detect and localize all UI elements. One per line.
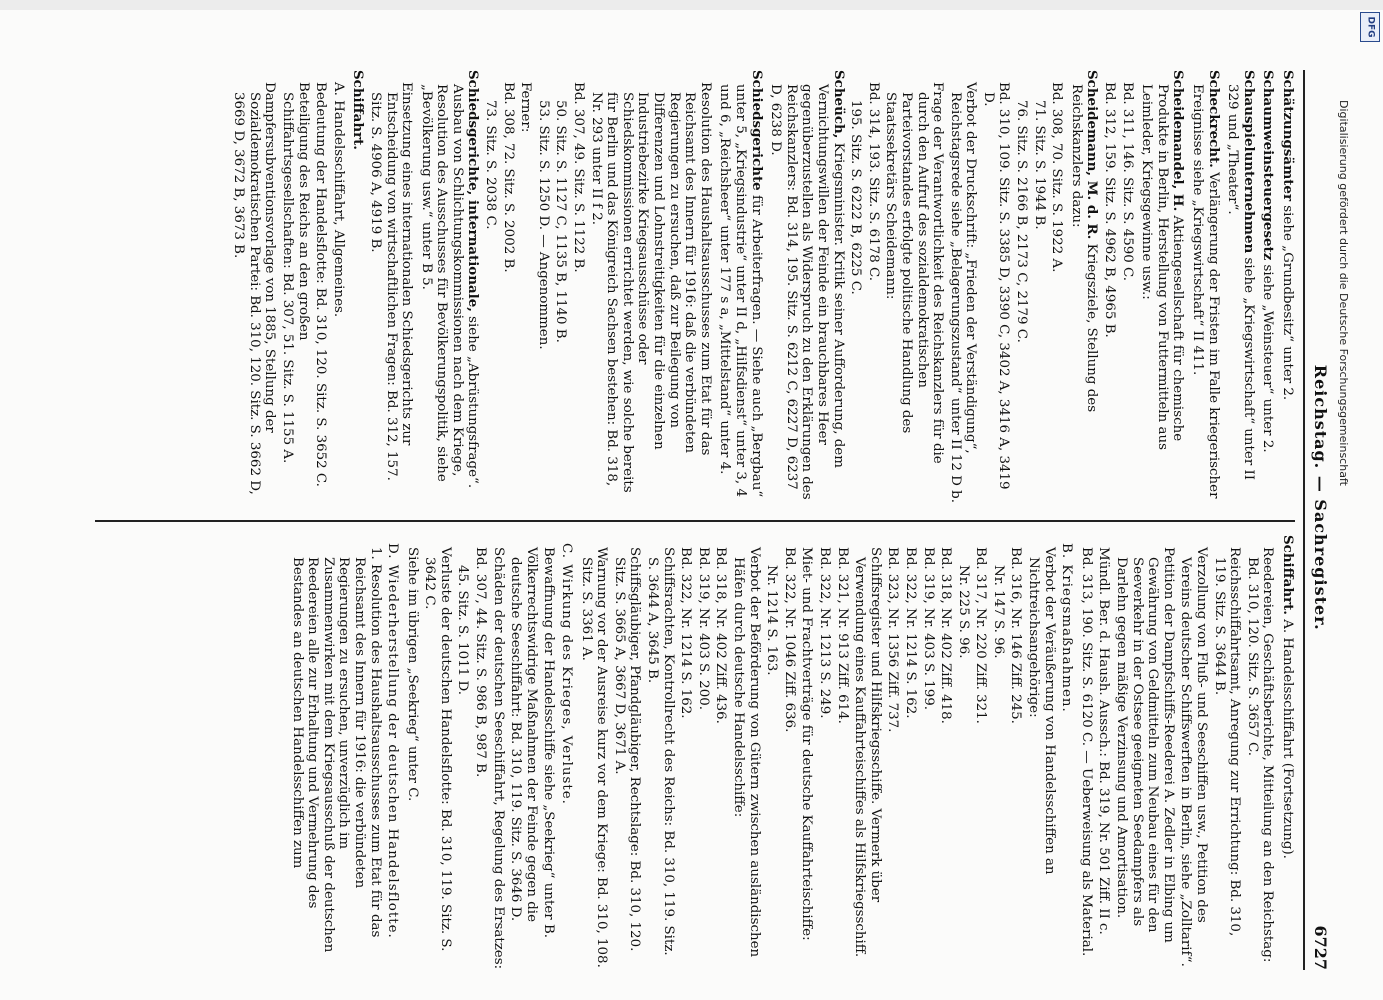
reference-line: Nr. 1214 S. 163.	[764, 565, 780, 676]
subentry-line: 1. Resolution des Haushaltsausschusses zum Etat für das Reichsamt des Innern für 1916: die verbündeten Regierungen zu ersuchen, unverzüglich im Zusammenwirken mit dem Kriegsausschuß der deutschen Reedereien alle zur Erhaltung und Vermehrung des Bestandes an deutschen Handelsschiffen zum	[289, 547, 383, 953]
reference-line: 76. Sitz. S. 2166 B, 2173 C, 2179 C.	[1014, 100, 1030, 343]
subentry-line: Bd. 308, 72. Sitz. S. 2002 B.	[500, 82, 516, 273]
reference-line: 195. Sitz. S. 6222 B, 6225 C.	[848, 100, 864, 295]
reference-line: 53. Sitz. S. 1250 D. — Angenommen.	[535, 100, 551, 350]
subentry-line: Bewaffnung der Handelsschiffe siehe „Seekrieg“ unter B.	[541, 547, 557, 939]
index-entry	[1260, 70, 1276, 505]
index-entry	[1279, 70, 1295, 505]
subentry-line: Bd. 311, 146. Sitz. S. 4590 C.	[1119, 82, 1135, 282]
entry-text: siehe „Kriegswirtschaft“ unter II 329 und „Theater“.	[1225, 84, 1256, 481]
subentry-line: Verbot der Veräußerung von Handelsschiffen an Nichtreichsangehörige:	[1026, 547, 1057, 875]
entry-text: siehe „Grundbesitz“ unter 2.	[1280, 201, 1295, 401]
subentry-line: Mündl. Ber. d. Haush. Aussch.: Bd. 319, Nr. 501 Ziff. II c.	[1096, 547, 1112, 935]
entry-text: siehe „Weinsteuer“ unter 2.	[1260, 260, 1276, 453]
entry-keyword: Schätzungsämter	[1280, 70, 1296, 202]
header-title: Reichstag. — Sachregister.	[1311, 364, 1331, 631]
subentry-line: Schiffsrachten, Kontrollrecht des Reichs: Bd. 310, 119. Sitz. S. 3644 A, 3645 B.	[645, 547, 676, 956]
subentry-line: Resolution des Haushaltsausschusses zum Etat für das Reichsamt des Innern für 1916: daß die verbündeten Regierungen zu ersuchen, daß zur Beilegung von Differenzen und Lohnstreitigkeiten für die einzelnen Industriebezirke Kriegsausschüsse oder Schiedskommissionen errichtet werden, wie solche bereits für Berlin und das Königreich Sachsen bestehen: Bd. 318, Nr. 293 unter II f 2.	[588, 82, 713, 493]
entry-keyword: Schiedsgerichte, internationale,	[465, 70, 482, 312]
subsection-heading: C. Wirkung des Krieges, Verluste.	[559, 543, 575, 805]
index-entry	[1068, 70, 1099, 505]
subentry-line: Bd. 322, Nr. 1214 S. 162.	[902, 547, 918, 719]
entry-text: siehe „Abrüstungsfrage“. Ausbau von Schlichtungskommissionen nach dem Kriege, Resolution des Ausschusses für Bevölkerungspolitik, siehe „Bevölkerung usw.“ unter B 5.	[418, 84, 481, 489]
subentry-line: Reedereien, Geschäftsberichte, Mitteilung an den Reichstag: Bd. 310, 120. Sitz. S. 3657 C.	[1244, 547, 1276, 963]
subentry-line: Bd. 318, Nr. 402 Ziff. 436.	[713, 547, 729, 724]
rotated-page-content	[85, 70, 1335, 970]
index-entry	[1225, 70, 1256, 505]
subentry-line: Bd. 319, Nr. 403 S. 200.	[695, 547, 711, 710]
subentry-line: Siehe im übrigen „Seekrieg“ unter C.	[404, 547, 420, 802]
entry-keyword: Schaumweinsteuergesetz	[1260, 70, 1277, 261]
subentry-line: Bd. 316, Nr. 146 Ziff. 245.	[1008, 547, 1024, 724]
subentry-line: Bd. 319, Nr. 403 S. 199.	[920, 547, 936, 710]
subentry-line: Verluste der deutschen Handelsflotte: Bd. 310, 119. Sitz. S. 3642 C.	[422, 547, 453, 952]
subentry-line: Bd. 312, 159. Sitz. S. 4962 B, 4965 B.	[1102, 82, 1118, 338]
scan-edge	[0, 0, 1383, 10]
subentry-line: Bd. 321, Nr. 913 Ziff. 614.	[834, 547, 850, 724]
entry-keyword: Schiedsgerichte	[748, 70, 765, 191]
index-entry	[717, 70, 764, 505]
subentry-line: Bd. 318, Nr. 402 Ziff. 418.	[938, 547, 954, 724]
header-rule	[1303, 70, 1305, 970]
subentry-line: Ferner:	[518, 82, 534, 133]
subentry-line: Bd. 317, Nr. 220 Ziff. 321.	[973, 547, 989, 724]
subentry-line: A. Handelsschiffahrt, Allgemeines.	[330, 82, 346, 318]
subentry-line: Bd. 322, Nr. 1214 S. 162.	[678, 547, 694, 719]
subentry-line: Bd. 314, 193. Sitz. S. 6178 C.	[865, 82, 881, 282]
subentry-line: Bd. 322, Nr. 1213 S. 249.	[816, 547, 832, 719]
subentry-line: Dampfersubventionsvorlage von 1885, Stellung der Sozialdemokratischen Partei: Bd. 310, 120. Sitz. S. 3662 D, 3669 D, 3672 B, 3673 B.	[231, 82, 278, 495]
subentry-line: Bd. 323, Nr. 1356 Ziff. 737.	[885, 547, 901, 733]
subsection-heading: B. Kriegsmaßnahmen.	[1059, 543, 1075, 713]
subentry-line: Schäden der deutschen Seeschiffahrt, Regelung des Ersatzes:	[490, 547, 506, 970]
page-header	[1307, 70, 1335, 970]
reference-line: Nr. 147 S. 96.	[990, 565, 1006, 659]
reference-line: 50. Sitz. S. 1127 C, 1135 B, 1140 B.	[553, 100, 569, 343]
subentry-line: Warnung vor der Ausreise kurz vor dem Kriege: Bd. 310, 108. Sitz. S. 3361 A.	[578, 547, 610, 968]
subentry-line: Schiffsregister und Hilfskriegsschiffe. Vermerk über Verwendung eines Kauffahrteischiffes als Hilfskriegsschiff.	[852, 547, 883, 958]
entry-text: Kriegsziele, Stellung des Reichskanzlers dazu:	[1068, 84, 1100, 413]
subentry-line: Bd. 307, 44. Sitz. S. 986 B, 987 B.	[473, 547, 489, 778]
subentry-line: Verzollung von Fluß- und Seeschiffen usw., Petition des Vereins deutscher Schiffswerften in Berlin, siehe „Zolltarif“.	[1178, 547, 1210, 967]
subentry-line: Bd. 322, Nr. 1046 Ziff. 636.	[781, 547, 797, 733]
index-entry	[418, 70, 480, 505]
subentry-line: Verbot der Druckschrift: „Frieden der Verständigung“, Reichstagsrede siehe „Belagerungszustand“ unter II 12 D b.	[947, 82, 979, 503]
column-divider	[95, 520, 1295, 522]
index-entry	[1189, 70, 1220, 505]
entry-keyword: Scheckrecht.	[1205, 70, 1222, 168]
subentry-line: Bd. 307, 49. Sitz. S. 1122 B.	[571, 82, 587, 273]
index-entry	[768, 70, 846, 505]
subsection-heading: D. Wiederherstellung der deutschen Handelsflotte.	[385, 543, 401, 939]
reference-line: 71. Sitz. S. 1944 B.	[1031, 100, 1047, 230]
reference-line: 73. Sitz. S. 2038 C.	[483, 100, 499, 230]
entry-text: für Arbeiterfragen. — Siehe auch „Bergbau“ unter 5, „Kriegsindustrie“ unter II d, „Hilfsdienst“ unter 3, 4 und 6, „Reichsheer“ unter 177 s a, „Mittelstand“ unter 4.	[717, 84, 764, 498]
subentry-line: Petition der Dampfschiffs-Reederei A. Zedler in Elbing um Gewährung von Geldmitteln zum Neubau eines für den Seeverkehr in der Ostsee geeigneten Seedampfers als Darlehn gegen mäßige Verzinsung und Amortisation.	[1114, 547, 1176, 943]
entry-keyword: Schauspielunternehmen	[1240, 70, 1257, 254]
subentry-line: Bd. 308, 70. Sitz. S. 1922 A.	[1049, 82, 1065, 273]
index-entry	[1279, 535, 1295, 970]
reference-line: 45. Sitz. S. 1011 D.	[455, 565, 471, 696]
entry-keyword: Scheüch,	[830, 70, 847, 139]
dfg-logo: DFG	[1360, 12, 1380, 42]
index-entry	[350, 70, 366, 505]
entry-keyword: Schiffahrt.	[1280, 535, 1296, 615]
entry-text: Verlängerung der Fristen im Falle kriegerischer Ereignisse siehe „Kriegswirtschaft“ II 411.	[1190, 84, 1221, 499]
subentry-line: Beteiligung des Reichs an den großen Schiffahrtsgesellschaften: Bd. 307, 51. Sitz. S. 1155 A.	[279, 82, 311, 464]
left-column	[229, 70, 1295, 505]
entry-text: Kriegsminister. Kritik seiner Aufforderung, dem Vernichtungswillen der Feinde ein brauchbares Heer gegenüberzustellen als Widerspruch zu den Erklärungen des Reichskanzlers: Bd. 314, 195. Sitz. S. 6212 C, 6227 D, 6237 D, 6238 D.	[768, 84, 846, 500]
subentry-line: Bd. 310, 109. Sitz. S. 3385 D, 3390 C, 3402 A, 3416 A, 3419 D.	[980, 82, 1012, 490]
digitization-notice: Digitalisierung gefördert durch die Deutsche Forschungsgemeinschaft	[1337, 100, 1350, 486]
subentry-line: Verbot der Beförderung von Gütern zwischen ausländischen Häfen durch deutsche Handelsschiffe:	[731, 547, 762, 958]
entry-keyword: Scheidemandel, H.	[1170, 70, 1187, 212]
subentry-line: Miet- und Frachtverträge für deutsche Kauffahrteischiffe:	[799, 547, 815, 941]
subentry-line: Bedeutung der Handelsflotte: Bd. 310, 120. Sitz. S. 3652 C.	[313, 82, 329, 487]
subentry-line: Frage der Verantwortlichkeit des Reichskanzlers für die durch den Aufruf des sozialdemokratischen Parteivorstandes erfolgte politische Handlung des Staatssekretärs Scheidemann:	[883, 82, 946, 464]
subentry-line: Reichsschiffahrtsamt, Anregung zur Errichtung: Bd. 310, 119. Sitz. S. 3644 B.	[1211, 547, 1243, 937]
right-column	[287, 535, 1295, 970]
entry-text: Aktiengesellschaft für chemische Produkte in Berlin, Herstellung von Futtermitteln aus Leimleder, Kriegsgewinne usw.:	[1139, 84, 1186, 451]
page-number: 6727	[1311, 925, 1331, 970]
entry-text: A. Handelsschiffahrt (Fortsetzung).	[1280, 614, 1295, 859]
index-entry	[1139, 70, 1186, 505]
subentry-line: Völkerrechtswidrige Maßnahmen der Feinde gegen die deutsche Seeschiffahrt: Bd. 310, 119. Sitz. S. 3646 D.	[508, 547, 539, 923]
subentry-line: Bd. 313, 190. Sitz. S. 6120 C. — Ueberweisung als Material.	[1078, 547, 1094, 957]
entry-keyword: Scheidemann, M. d. R.	[1084, 70, 1101, 240]
subentry-line: Schiffsgläubiger, Pfandgläubiger, Rechtslage: Bd. 310, 120. Sitz. S. 3665 A, 3667 D, 3671 A.	[611, 547, 643, 952]
subentry-line: Einsetzung eines internationalen Schiedsgerichts zur Entscheidung von wirtschaftlichen Fragen: Bd. 312, 157. Sitz. S. 4906 A, 4919 B.	[367, 82, 415, 481]
entry-keyword: Schiffahrt.	[350, 70, 367, 150]
reference-line: Nr. 225 S. 96.	[955, 565, 971, 659]
